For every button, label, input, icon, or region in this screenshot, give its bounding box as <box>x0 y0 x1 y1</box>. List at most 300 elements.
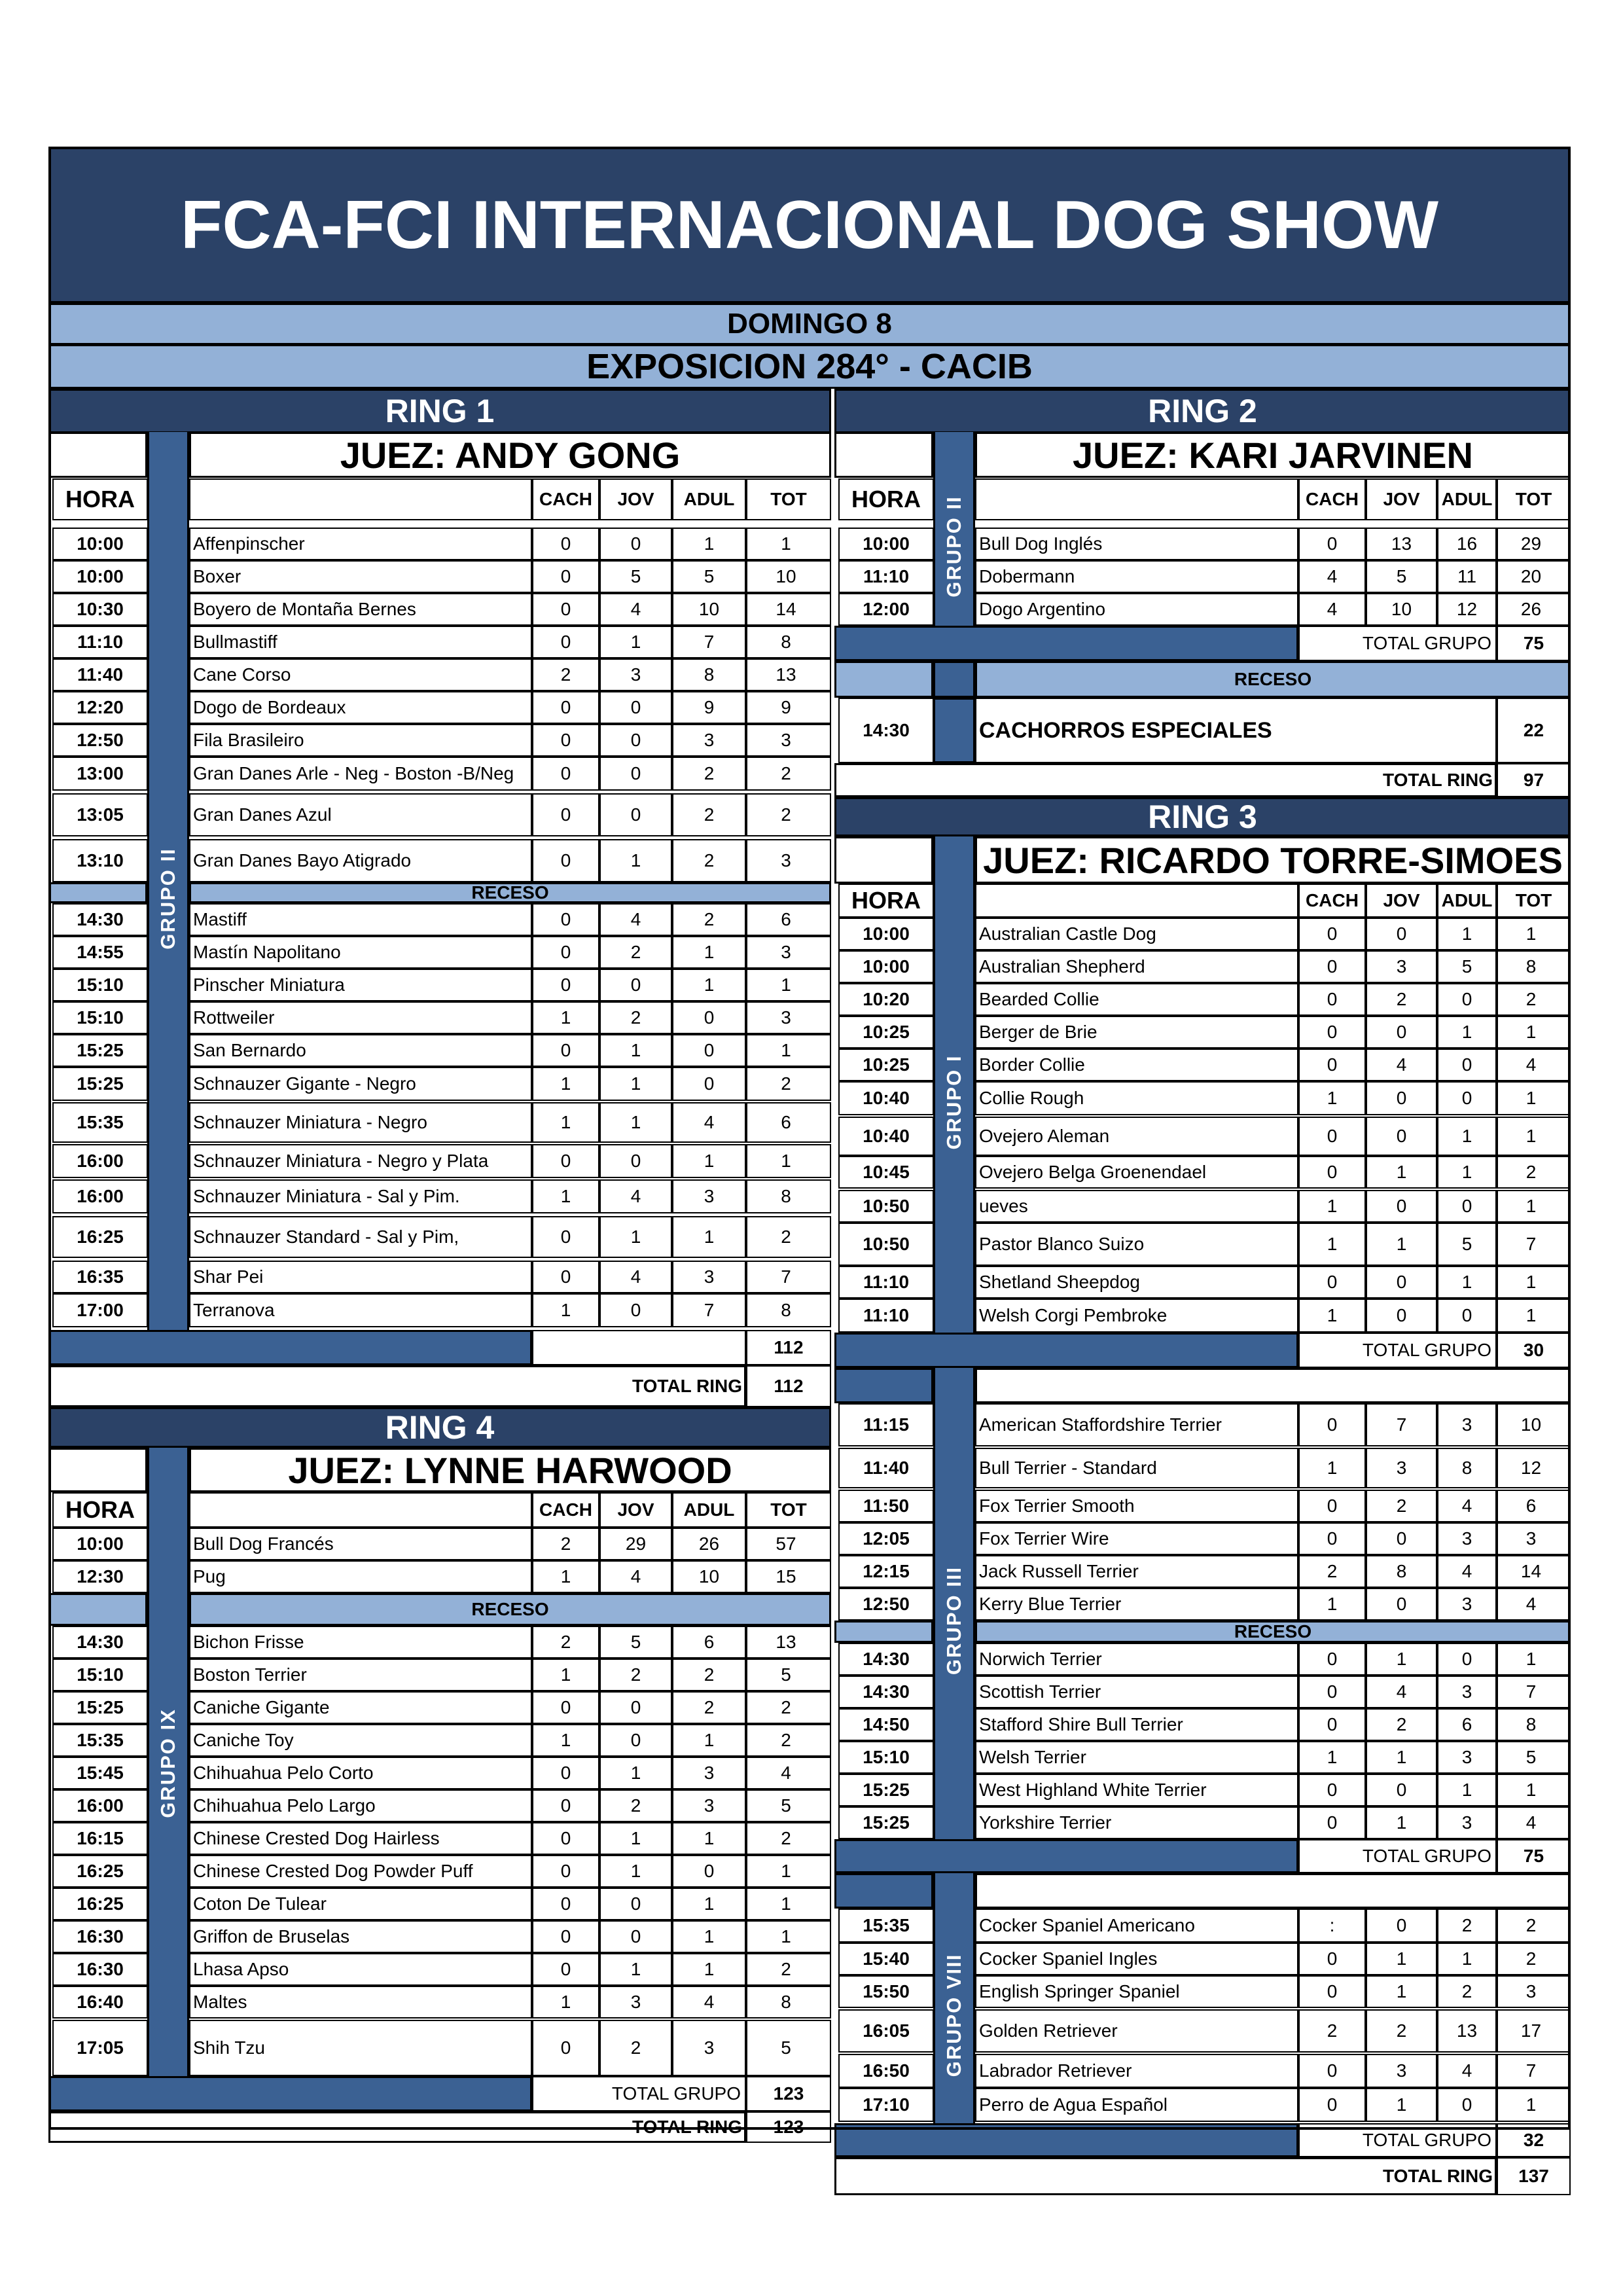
row-jov: 2 <box>1366 1490 1437 1522</box>
column-header-jov: JOV <box>599 1492 672 1528</box>
row-tot: 4 <box>1497 1049 1571 1081</box>
row-breed: Gran Danes Bayo Atigrado <box>189 839 532 882</box>
group-total-value: 123 <box>746 2076 831 2111</box>
row-cach: 2 <box>532 658 599 691</box>
row-tot: 1 <box>746 1855 831 1888</box>
row-adul: 2 <box>672 793 746 836</box>
row-jov: 1 <box>1366 1943 1437 1975</box>
row-adul: 7 <box>672 626 746 658</box>
row-tot: 1 <box>1497 1299 1571 1333</box>
recess-left <box>48 1593 147 1626</box>
row-adul: 3 <box>672 1789 746 1822</box>
group-total-label: TOTAL GRUPO <box>532 2076 746 2111</box>
row-jov: 0 <box>1366 1016 1437 1049</box>
ring-total-label: TOTAL RING <box>632 2117 742 2137</box>
row-cach: 1 <box>1298 1588 1366 1621</box>
group-spacer <box>975 1368 1571 1403</box>
row-tot: 8 <box>746 1179 831 1213</box>
row-adul: 0 <box>1437 2088 1497 2122</box>
row-adul: 4 <box>1437 1490 1497 1522</box>
row-tot: 1 <box>746 528 831 560</box>
row-cach: 0 <box>1298 2088 1366 2122</box>
row-tot: 3 <box>1497 1975 1571 2008</box>
row-adul: 3 <box>1437 1403 1497 1446</box>
row-jov: 2 <box>599 936 672 969</box>
row-jov: 0 <box>599 757 672 791</box>
row-adul: 3 <box>1437 1676 1497 1708</box>
row-hour: 14:55 <box>52 936 148 969</box>
row-cach: 1 <box>532 1102 599 1143</box>
row-adul: 16 <box>1437 528 1497 560</box>
row-hour: 15:25 <box>838 1806 934 1839</box>
special-hour: 14:30 <box>838 698 934 763</box>
row-tot: 2 <box>1497 1909 1571 1943</box>
row-jov: 1 <box>599 1855 672 1888</box>
group-label: GRUPO III <box>942 1566 965 1676</box>
recess-label: RECESO <box>189 1593 831 1626</box>
row-cach: 0 <box>532 903 599 936</box>
row-jov: 13 <box>1366 528 1437 560</box>
row-hour: 15:50 <box>838 1975 934 2008</box>
judge-spacer <box>834 432 933 478</box>
row-adul: 1 <box>1437 1774 1497 1806</box>
column-header-breed <box>189 478 532 520</box>
row-jov: 0 <box>599 1920 672 1953</box>
row-adul: 1 <box>1437 1156 1497 1189</box>
row-tot: 6 <box>1497 1490 1571 1522</box>
group-total-label: TOTAL GRUPO <box>1298 2123 1497 2157</box>
row-jov: 1 <box>1366 2088 1437 2122</box>
group-label-strip <box>147 1448 189 2079</box>
row-hour: 10:50 <box>838 1223 934 1266</box>
row-adul: 12 <box>1437 593 1497 626</box>
judge-name: JUEZ: RICARDO TORRE-SIMOES <box>975 836 1571 884</box>
row-hour: 15:25 <box>52 1691 148 1724</box>
row-tot: 20 <box>1497 560 1571 593</box>
row-breed: Bullmastiff <box>189 626 532 658</box>
column-header-cach: CACH <box>1298 478 1366 520</box>
row-tot: 2 <box>1497 983 1571 1016</box>
row-hour: 16:40 <box>52 1986 148 2018</box>
day-banner: DOMINGO 8 <box>48 303 1571 345</box>
row-tot: 1 <box>746 1144 831 1178</box>
row-cach: 0 <box>532 793 599 836</box>
row-tot: 6 <box>746 903 831 936</box>
row-tot: 5 <box>746 1659 831 1691</box>
row-breed: Yorkshire Terrier <box>975 1806 1298 1839</box>
row-tot: 1 <box>1497 1016 1571 1049</box>
group-label: GRUPO VIII <box>942 1953 965 2077</box>
row-jov: 10 <box>1366 593 1437 626</box>
row-cach: 1 <box>532 1001 599 1034</box>
row-jov: 0 <box>599 724 672 757</box>
row-adul: 1 <box>1437 1016 1497 1049</box>
row-jov: 2 <box>1366 983 1437 1016</box>
column-header-cach: CACH <box>532 478 599 520</box>
row-cach: 1 <box>532 1659 599 1691</box>
row-breed: Gran Danes Azul <box>189 793 532 836</box>
row-cach: 0 <box>532 1953 599 1986</box>
row-hour: 12:30 <box>52 1560 148 1593</box>
ring-total-value: 112 <box>746 1365 831 1407</box>
row-cach: 0 <box>1298 1522 1366 1555</box>
row-tot: 57 <box>746 1528 831 1560</box>
row-adul: 0 <box>1437 1081 1497 1115</box>
row-adul: 4 <box>1437 2054 1497 2088</box>
row-tot: 15 <box>746 1560 831 1593</box>
row-adul: 1 <box>1437 918 1497 950</box>
row-hour: 11:15 <box>838 1403 934 1446</box>
row-tot: 5 <box>746 1789 831 1822</box>
row-jov: 1 <box>1366 1741 1437 1774</box>
row-jov: 3 <box>1366 950 1437 983</box>
row-breed: Schnauzer Gigante - Negro <box>189 1067 532 1101</box>
row-hour: 16:50 <box>838 2054 934 2088</box>
row-jov: 0 <box>1366 918 1437 950</box>
row-hour: 16:35 <box>52 1261 148 1293</box>
column-header-adul: ADUL <box>1437 478 1497 520</box>
ring-title: RING 1 <box>48 389 831 433</box>
row-cach: 0 <box>532 1888 599 1920</box>
row-tot: 13 <box>746 1626 831 1659</box>
row-hour: 15:10 <box>52 969 148 1001</box>
row-breed: Gran Danes Arle - Neg - Boston -B/Neg <box>189 757 532 791</box>
row-adul: 8 <box>672 658 746 691</box>
row-breed: Chihuahua Pelo Corto <box>189 1757 532 1789</box>
row-cach: 0 <box>1298 1490 1366 1522</box>
row-adul: 3 <box>1437 1588 1497 1621</box>
row-tot: 1 <box>746 969 831 1001</box>
row-jov: 0 <box>599 793 672 836</box>
row-hour: 17:05 <box>52 2020 148 2076</box>
row-jov: 8 <box>1366 1555 1437 1588</box>
row-cach: 1 <box>532 1179 599 1213</box>
row-cach: 2 <box>1298 1555 1366 1588</box>
row-adul: 1 <box>672 1216 746 1258</box>
row-jov: 0 <box>599 1888 672 1920</box>
row-cach: 0 <box>532 969 599 1001</box>
row-hour: 10:30 <box>52 593 148 626</box>
row-jov: 4 <box>1366 1049 1437 1081</box>
row-jov: 4 <box>599 903 672 936</box>
row-adul: 5 <box>1437 950 1497 983</box>
row-jov: 2 <box>599 2020 672 2076</box>
group-spacer <box>834 1368 933 1403</box>
row-cach: 0 <box>532 1261 599 1293</box>
row-breed: Welsh Corgi Pembroke <box>975 1299 1298 1333</box>
row-tot: 3 <box>1497 1522 1571 1555</box>
row-breed: Pastor Blanco Suizo <box>975 1223 1298 1266</box>
row-jov: 4 <box>599 593 672 626</box>
row-jov: 2 <box>1366 2009 1437 2053</box>
row-cach: 2 <box>1298 2009 1366 2053</box>
row-breed: Dobermann <box>975 560 1298 593</box>
group-spacer <box>834 1873 933 1909</box>
row-jov: 1 <box>599 1067 672 1101</box>
row-cach: 0 <box>532 724 599 757</box>
row-hour: 14:50 <box>838 1708 934 1741</box>
row-hour: 16:00 <box>52 1789 148 1822</box>
row-hour: 10:00 <box>838 950 934 983</box>
row-tot: 7 <box>1497 1676 1571 1708</box>
judge-spacer <box>834 836 933 884</box>
row-cach: 0 <box>1298 1708 1366 1741</box>
row-adul: 3 <box>1437 1806 1497 1839</box>
ring-title: RING 4 <box>48 1407 831 1448</box>
row-hour: 16:00 <box>52 1179 148 1213</box>
row-adul: 1 <box>1437 1943 1497 1975</box>
column-header-breed <box>975 478 1298 520</box>
row-adul: 2 <box>1437 1975 1497 2008</box>
row-jov: 0 <box>599 528 672 560</box>
row-cach: 0 <box>1298 1016 1366 1049</box>
row-cach: 0 <box>1298 1676 1366 1708</box>
column-header-breed <box>975 884 1298 918</box>
row-breed: Welsh Terrier <box>975 1741 1298 1774</box>
row-tot: 1 <box>1497 1081 1571 1115</box>
judge-spacer <box>48 1448 147 1492</box>
row-adul: 1 <box>672 1953 746 1986</box>
group-total-label: TOTAL GRUPO <box>1298 626 1497 661</box>
row-breed: Shar Pei <box>189 1261 532 1293</box>
recess-label: RECESO <box>975 661 1571 698</box>
row-jov: 5 <box>599 560 672 593</box>
row-breed: Affenpinscher <box>189 528 532 560</box>
row-breed: Lhasa Apso <box>189 1953 532 1986</box>
row-hour: 12:00 <box>838 593 934 626</box>
recess-left-column <box>933 661 975 698</box>
row-jov: 4 <box>1366 1676 1437 1708</box>
row-tot: 3 <box>746 724 831 757</box>
row-breed: Jack Russell Terrier <box>975 1555 1298 1588</box>
row-tot: 2 <box>746 793 831 836</box>
row-hour: 15:35 <box>52 1724 148 1757</box>
row-tot: 5 <box>1497 1741 1571 1774</box>
row-tot: 2 <box>1497 1943 1571 1975</box>
row-tot: 4 <box>1497 1806 1571 1839</box>
row-jov: 2 <box>599 1659 672 1691</box>
row-hour: 15:25 <box>52 1034 148 1067</box>
row-breed: Terranova <box>189 1293 532 1327</box>
row-cach: 0 <box>532 839 599 882</box>
row-breed: Schnauzer Standard - Sal y Pim, <box>189 1216 532 1258</box>
row-breed: Pug <box>189 1560 532 1593</box>
ring-total-label: TOTAL RING <box>1383 2166 1493 2186</box>
row-hour: 13:05 <box>52 793 148 836</box>
row-adul: 0 <box>1437 1190 1497 1223</box>
row-adul: 1 <box>672 528 746 560</box>
row-adul: 0 <box>1437 1299 1497 1333</box>
row-cach: 0 <box>1298 1774 1366 1806</box>
group-label-strip <box>933 1368 975 1873</box>
row-breed: Chihuahua Pelo Largo <box>189 1789 532 1822</box>
row-cach: 0 <box>532 1691 599 1724</box>
row-cach: 1 <box>532 1560 599 1593</box>
row-hour: 15:35 <box>838 1909 934 1943</box>
row-jov: 3 <box>1366 1448 1437 1488</box>
row-breed: Perro de Agua Español <box>975 2088 1298 2122</box>
row-adul: 2 <box>672 903 746 936</box>
row-breed: Bull Dog Francés <box>189 1528 532 1560</box>
row-adul: 7 <box>672 1293 746 1327</box>
row-tot: 1 <box>1497 2088 1571 2122</box>
row-breed: Bull Dog Inglés <box>975 528 1298 560</box>
row-jov: 0 <box>599 691 672 724</box>
row-breed: Shetland Sheepdog <box>975 1266 1298 1299</box>
row-breed: ueves <box>975 1190 1298 1223</box>
row-hour: 16:25 <box>52 1216 148 1258</box>
row-hour: 16:25 <box>52 1855 148 1888</box>
row-cach: 0 <box>532 1034 599 1067</box>
group-total-value: 112 <box>746 1330 831 1365</box>
row-tot: 1 <box>1497 1117 1571 1156</box>
row-hour: 12:50 <box>838 1588 934 1621</box>
row-jov: 1 <box>599 1216 672 1258</box>
row-cach: 0 <box>1298 1156 1366 1189</box>
total-fill <box>834 626 1298 661</box>
column-header-adul: ADUL <box>672 1492 746 1528</box>
row-tot: 3 <box>746 936 831 969</box>
row-hour: 10:40 <box>838 1081 934 1115</box>
column-header-hour: HORA <box>52 478 148 520</box>
row-jov: 0 <box>599 1293 672 1327</box>
column-header-jov: JOV <box>1366 884 1437 918</box>
row-jov: 0 <box>599 1144 672 1178</box>
row-adul: 2 <box>672 839 746 882</box>
row-hour: 12:50 <box>52 724 148 757</box>
row-tot: 10 <box>1497 1403 1571 1446</box>
row-breed: Collie Rough <box>975 1081 1298 1115</box>
row-hour: 16:30 <box>52 1953 148 1986</box>
ring-title: RING 3 <box>834 797 1571 836</box>
row-jov: 1 <box>1366 1975 1437 2008</box>
row-hour: 15:10 <box>52 1659 148 1691</box>
row-cach: 1 <box>532 1067 599 1101</box>
special-spacer <box>933 698 975 763</box>
row-adul: 2 <box>672 1691 746 1724</box>
row-breed: Mastín Napolitano <box>189 936 532 969</box>
row-hour: 15:10 <box>838 1741 934 1774</box>
row-adul: 2 <box>672 1659 746 1691</box>
row-cach: 0 <box>532 1144 599 1178</box>
row-breed: Schnauzer Miniatura - Negro <box>189 1102 532 1143</box>
row-tot: 8 <box>746 626 831 658</box>
row-tot: 14 <box>1497 1555 1571 1588</box>
row-tot: 14 <box>746 593 831 626</box>
row-cach: 0 <box>532 528 599 560</box>
row-hour: 12:15 <box>838 1555 934 1588</box>
row-adul: 0 <box>1437 1049 1497 1081</box>
row-hour: 10:45 <box>838 1156 934 1189</box>
row-tot: 17 <box>1497 2009 1571 2053</box>
row-hour: 16:30 <box>52 1920 148 1953</box>
row-jov: 0 <box>1366 1588 1437 1621</box>
row-hour: 10:25 <box>838 1016 934 1049</box>
row-breed: Boyero de Montaña Bernes <box>189 593 532 626</box>
column-header-cach: CACH <box>1298 884 1366 918</box>
group-label-strip <box>933 1873 975 2157</box>
row-hour: 12:05 <box>838 1522 934 1555</box>
row-breed: West Highland White Terrier <box>975 1774 1298 1806</box>
row-cach: 4 <box>1298 560 1366 593</box>
row-breed: Fox Terrier Smooth <box>975 1490 1298 1522</box>
row-adul: 0 <box>672 1001 746 1034</box>
row-breed: Berger de Brie <box>975 1016 1298 1049</box>
row-cach: 2 <box>532 1528 599 1560</box>
row-cach: 1 <box>532 1293 599 1327</box>
row-hour: 10:00 <box>838 918 934 950</box>
row-adul: 2 <box>672 757 746 791</box>
row-jov: 0 <box>599 969 672 1001</box>
row-cach: 1 <box>532 1986 599 2018</box>
ring-total-label: TOTAL RING <box>632 1376 742 1396</box>
row-adul: 1 <box>672 1920 746 1953</box>
row-hour: 15:25 <box>838 1774 934 1806</box>
row-breed: Dogo Argentino <box>975 593 1298 626</box>
row-jov: 2 <box>599 1001 672 1034</box>
row-adul: 1 <box>672 936 746 969</box>
row-tot: 3 <box>746 839 831 882</box>
row-adul: 3 <box>1437 1741 1497 1774</box>
row-jov: 1 <box>1366 1156 1437 1189</box>
column-header-hour: HORA <box>52 1492 148 1528</box>
row-tot: 2 <box>746 757 831 791</box>
row-cach: 0 <box>532 593 599 626</box>
exposition-banner: EXPOSICION 284° - CACIB <box>48 344 1571 389</box>
row-adul: 1 <box>672 969 746 1001</box>
group-label: GRUPO I <box>942 1054 965 1150</box>
row-adul: 5 <box>1437 1223 1497 1266</box>
row-breed: Rottweiler <box>189 1001 532 1034</box>
row-cach: 0 <box>532 691 599 724</box>
row-adul: 0 <box>1437 1643 1497 1676</box>
row-cach: : <box>1298 1909 1366 1943</box>
row-jov: 0 <box>599 1724 672 1757</box>
row-tot: 26 <box>1497 593 1571 626</box>
row-breed: Fox Terrier Wire <box>975 1522 1298 1555</box>
row-hour: 16:05 <box>838 2009 934 2053</box>
row-jov: 4 <box>599 1179 672 1213</box>
row-hour: 10:25 <box>838 1049 934 1081</box>
row-adul: 3 <box>672 1179 746 1213</box>
row-adul: 10 <box>672 593 746 626</box>
row-breed: Mastiff <box>189 903 532 936</box>
group-label-strip <box>933 836 975 1368</box>
row-breed: Griffon de Bruselas <box>189 1920 532 1953</box>
row-tot: 3 <box>746 1001 831 1034</box>
row-tot: 4 <box>746 1757 831 1789</box>
recess-left <box>834 661 933 698</box>
page-title: FCA-FCI INTERNACIONAL DOG SHOW <box>48 147 1571 304</box>
row-cach: 0 <box>532 1789 599 1822</box>
row-jov: 3 <box>1366 2054 1437 2088</box>
row-tot: 7 <box>1497 2054 1571 2088</box>
row-cach: 1 <box>1298 1448 1366 1488</box>
row-breed: Dogo de Bordeaux <box>189 691 532 724</box>
row-hour: 10:20 <box>838 983 934 1016</box>
row-hour: 11:40 <box>52 658 148 691</box>
group-total-label <box>532 1330 746 1365</box>
row-tot: 2 <box>746 1216 831 1258</box>
row-cach: 0 <box>532 1757 599 1789</box>
row-tot: 1 <box>1497 1774 1571 1806</box>
group-total-value: 75 <box>1497 1839 1571 1873</box>
row-hour: 11:50 <box>838 1490 934 1522</box>
row-adul: 8 <box>1437 1448 1497 1488</box>
row-hour: 15:25 <box>52 1067 148 1101</box>
row-breed: Schnauzer Miniatura - Sal y Pim. <box>189 1179 532 1213</box>
row-tot: 7 <box>746 1261 831 1293</box>
